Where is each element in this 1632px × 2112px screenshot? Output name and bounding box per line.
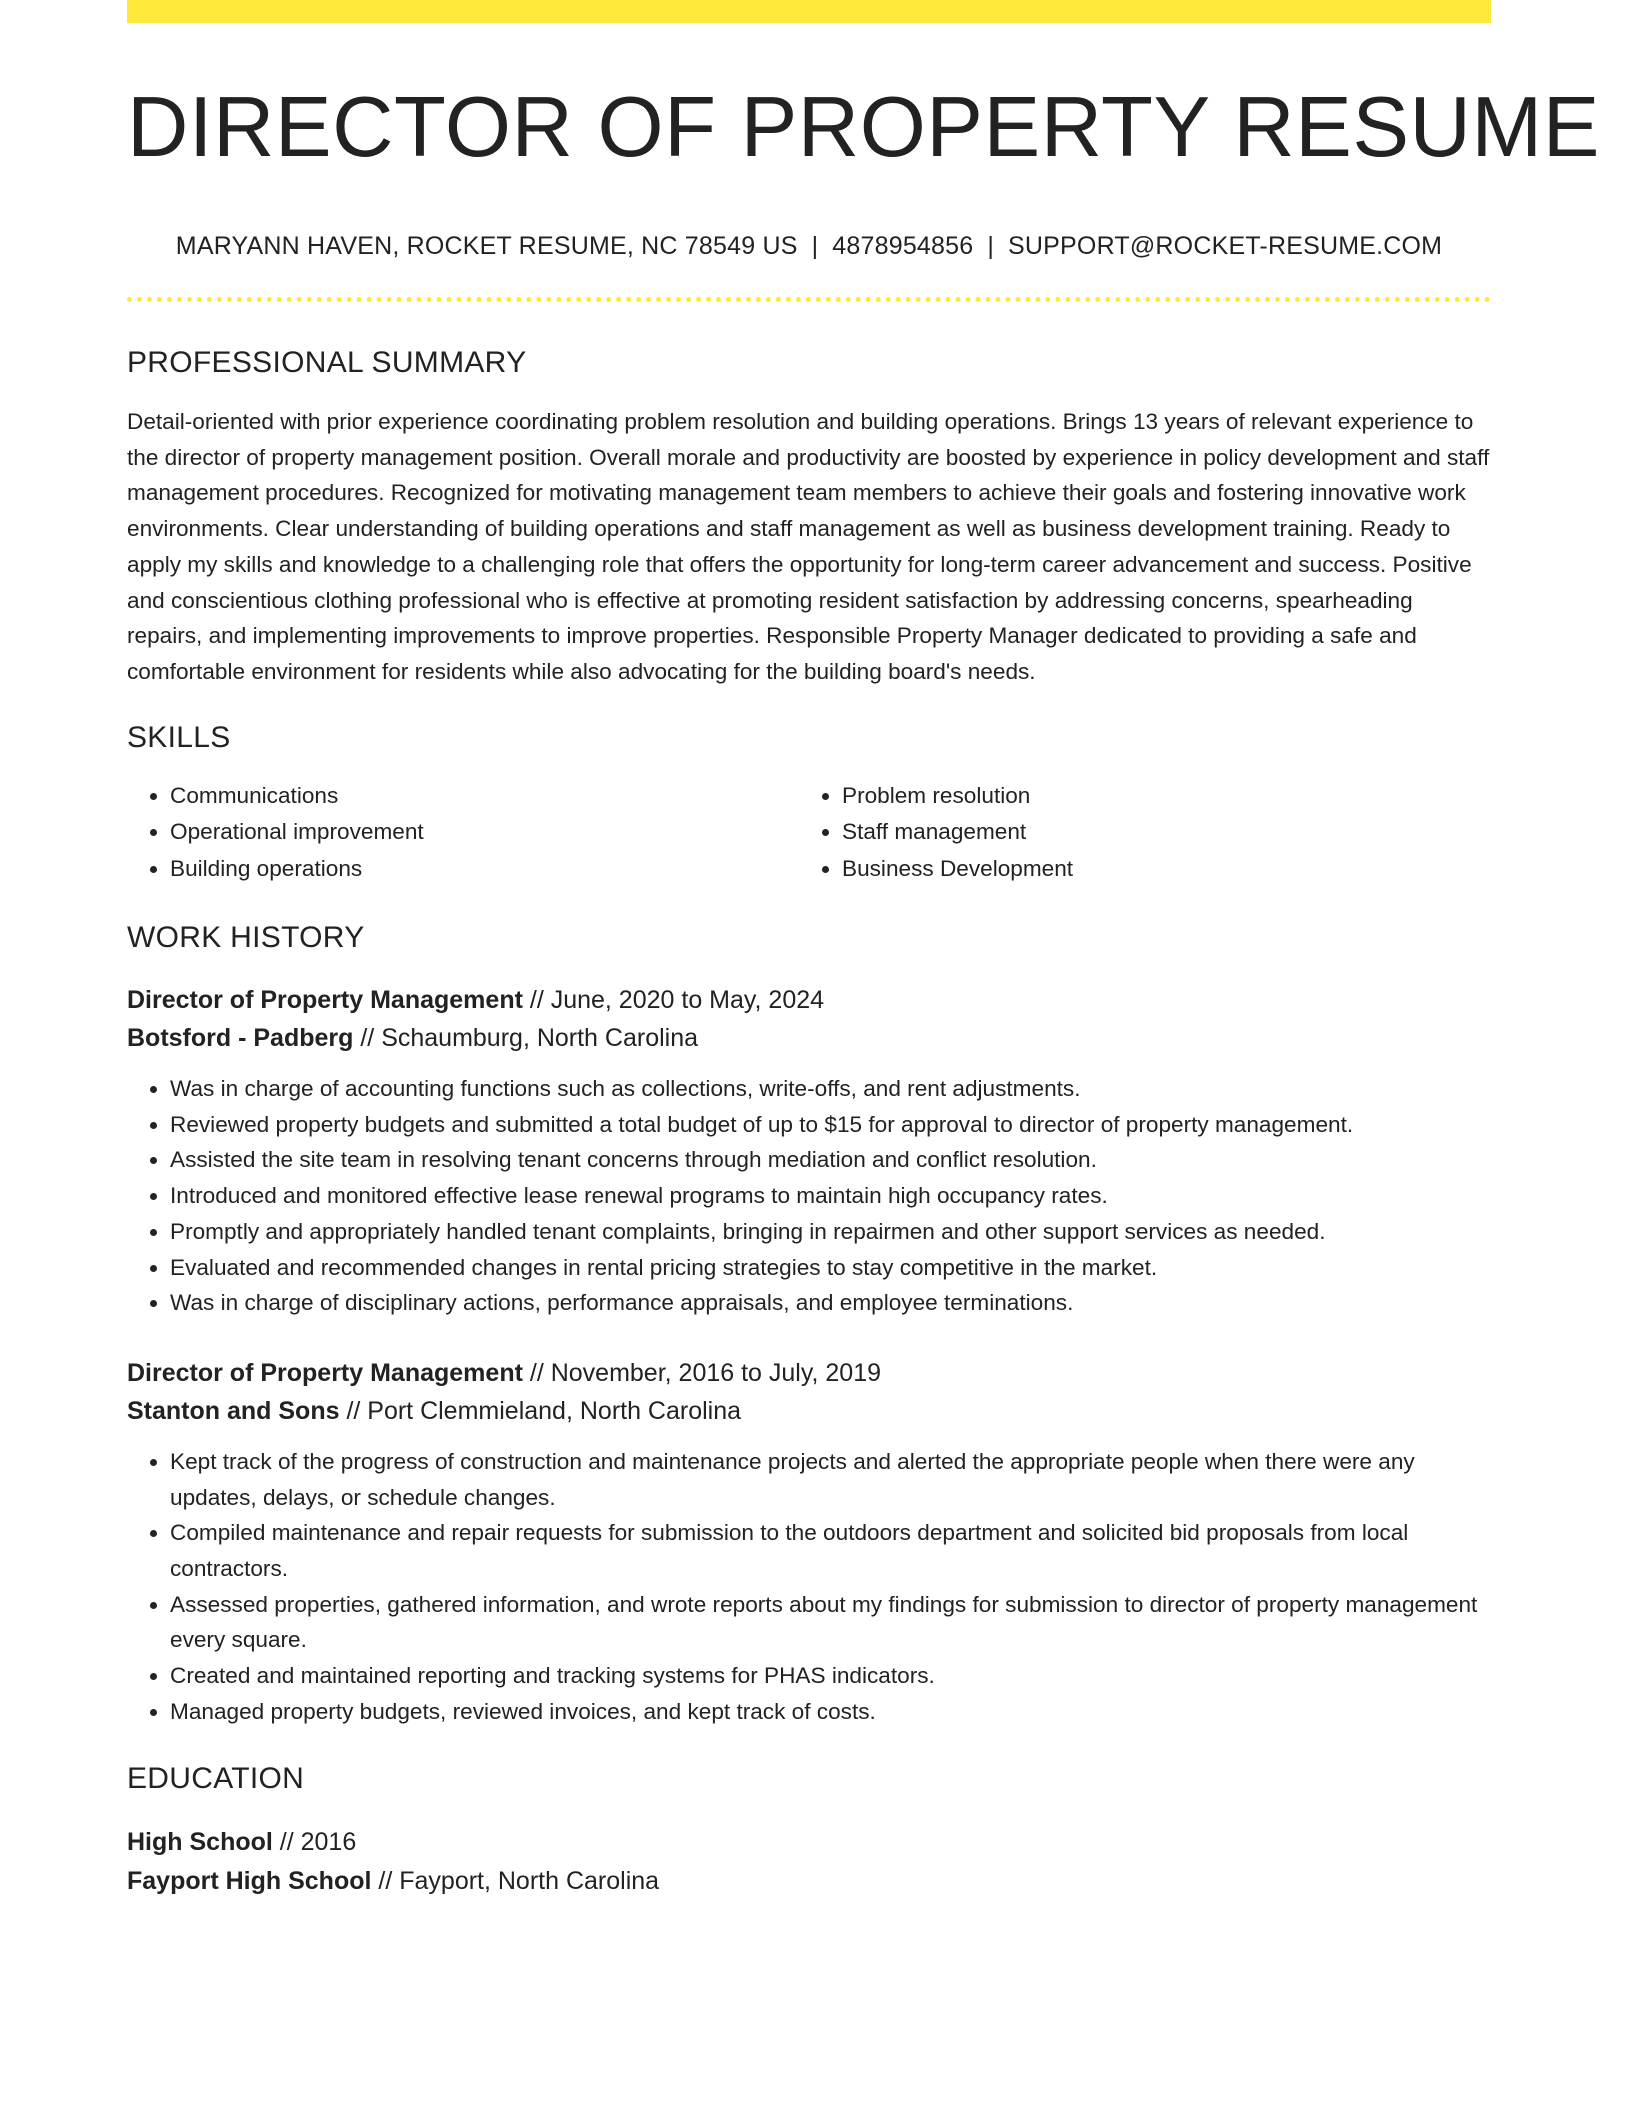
skills-column-right [799,778,1471,888]
contact-phone: 4878954856 [832,232,974,260]
education-school: Fayport High School [127,1866,372,1895]
job-bullet: • Kept track of the progress of construction and maintenance projects and alerted the appropriate people when there were any updates, delays, or schedule changes. [170,1444,1491,1515]
summary-heading: PROFESSIONAL SUMMARY [127,346,527,379]
education-year: // 2016 [272,1827,357,1856]
job-title: Director of Property Management [127,1358,523,1387]
education-degree-line [127,1823,1491,1862]
education-degree: High School [127,1827,273,1856]
skill-item: • Business Development [842,851,1471,888]
job-bullet: • Reviewed property budgets and submitted a total budget of up to $15 for approval to director of property management. [170,1107,1491,1143]
skill-item: • Communications [170,778,799,815]
job-location: // Schaumburg, North Carolina [353,1024,699,1053]
summary-text: Detail-oriented with prior experience coordinating problem resolution and building operations. Brings 13 years of relevant experience to the director of property management position. Overall morale and productivity are boosted by experience in policy development and staff management procedures. Recognized for motivating management team members to achieve their goals and fostering innovative work environments. Clear understanding of building operations and staff management as well as business development training. Ready to apply my skills and knowledge to a challenging role that offers the opportunity for long-term career advancement and success. Positive and conscientious clothing professional who is effective at promoting resident satisfaction by addressing concerns, spearheading repairs, and implementing improvements to improve properties. Responsible Property Manager dedicated to providing a safe and comfortable environment for residents while also advocating for the building board's needs. [127,409,1490,684]
job-location: // Port Clemmieland, North Carolina [339,1396,742,1425]
job-bullet: • Compiled maintenance and repair requests for submission to the outdoors department and solicited bid proposals from local contractors. [170,1515,1491,1586]
job-entry [127,981,1491,1321]
job-bullet: • Was in charge of accounting functions such as collections, write-offs, and rent adjustments. [170,1071,1491,1107]
job-bullet: • Promptly and appropriately handled tenant complaints, bringing in repairmen and other support services as needed. [170,1214,1491,1250]
education-heading: EDUCATION [127,1761,305,1795]
contact-address: MARYANN HAVEN, ROCKET RESUME, NC 78549 US [175,232,798,260]
contact-separator: | [811,232,819,260]
job-bullet: • Managed property budgets, reviewed invoices, and kept track of costs. [170,1694,1491,1730]
education-location: // Fayport, North Carolina [371,1866,660,1895]
job-bullets [127,1444,1491,1730]
skill-item: • Staff management [842,814,1471,851]
job-bullet: • Assisted the site team in resolving tenant concerns through mediation and conflict resolution. [170,1142,1491,1178]
job-bullet: • Created and maintained reporting and tracking systems for PHAS indicators. [170,1658,1491,1694]
resume-page [127,0,1600,1901]
contact-email: SUPPORT@ROCKET-RESUME.COM [1008,232,1443,260]
work-history-heading: WORK HISTORY [127,921,365,955]
job-dates: // November, 2016 to July, 2019 [522,1358,882,1387]
dotted-divider [127,297,1491,302]
skill-item: • Problem resolution [842,778,1471,815]
job-bullet: • Evaluated and recommended changes in rental pricing strategies to stay competitive in the market. [170,1250,1491,1286]
job-company-line [127,1392,1491,1430]
skills-heading: SKILLS [127,720,231,754]
contact-separator: | [987,232,995,260]
job-bullets [127,1071,1491,1321]
job-entry [127,1354,1491,1730]
skills-list [127,778,1491,888]
job-company-line [127,1019,1491,1057]
resume-title: DIRECTOR OF PROPERTY RESUME [127,80,1600,175]
accent-top-bar [127,0,1491,23]
job-bullet: • Introduced and monitored effective lease renewal programs to maintain high occupancy rates. [170,1178,1491,1214]
job-bullet: • Was in charge of disciplinary actions, performance appraisals, and employee terminations. [170,1285,1491,1321]
education-school-line [127,1862,1491,1901]
job-title-line [127,981,1491,1019]
job-bullet: • Assessed properties, gathered information, and wrote reports about my findings for submission to director of property management every square. [170,1587,1491,1658]
job-title-line [127,1354,1491,1392]
skills-column-left [127,778,799,888]
job-dates: // June, 2020 to May, 2024 [522,986,825,1015]
skill-item: • Building operations [170,851,799,888]
skill-item: • Operational improvement [170,814,799,851]
job-company: Botsford - Padberg [127,1024,354,1053]
contact-line [127,234,1491,259]
job-company: Stanton and Sons [127,1396,340,1425]
job-title: Director of Property Management [127,986,523,1015]
